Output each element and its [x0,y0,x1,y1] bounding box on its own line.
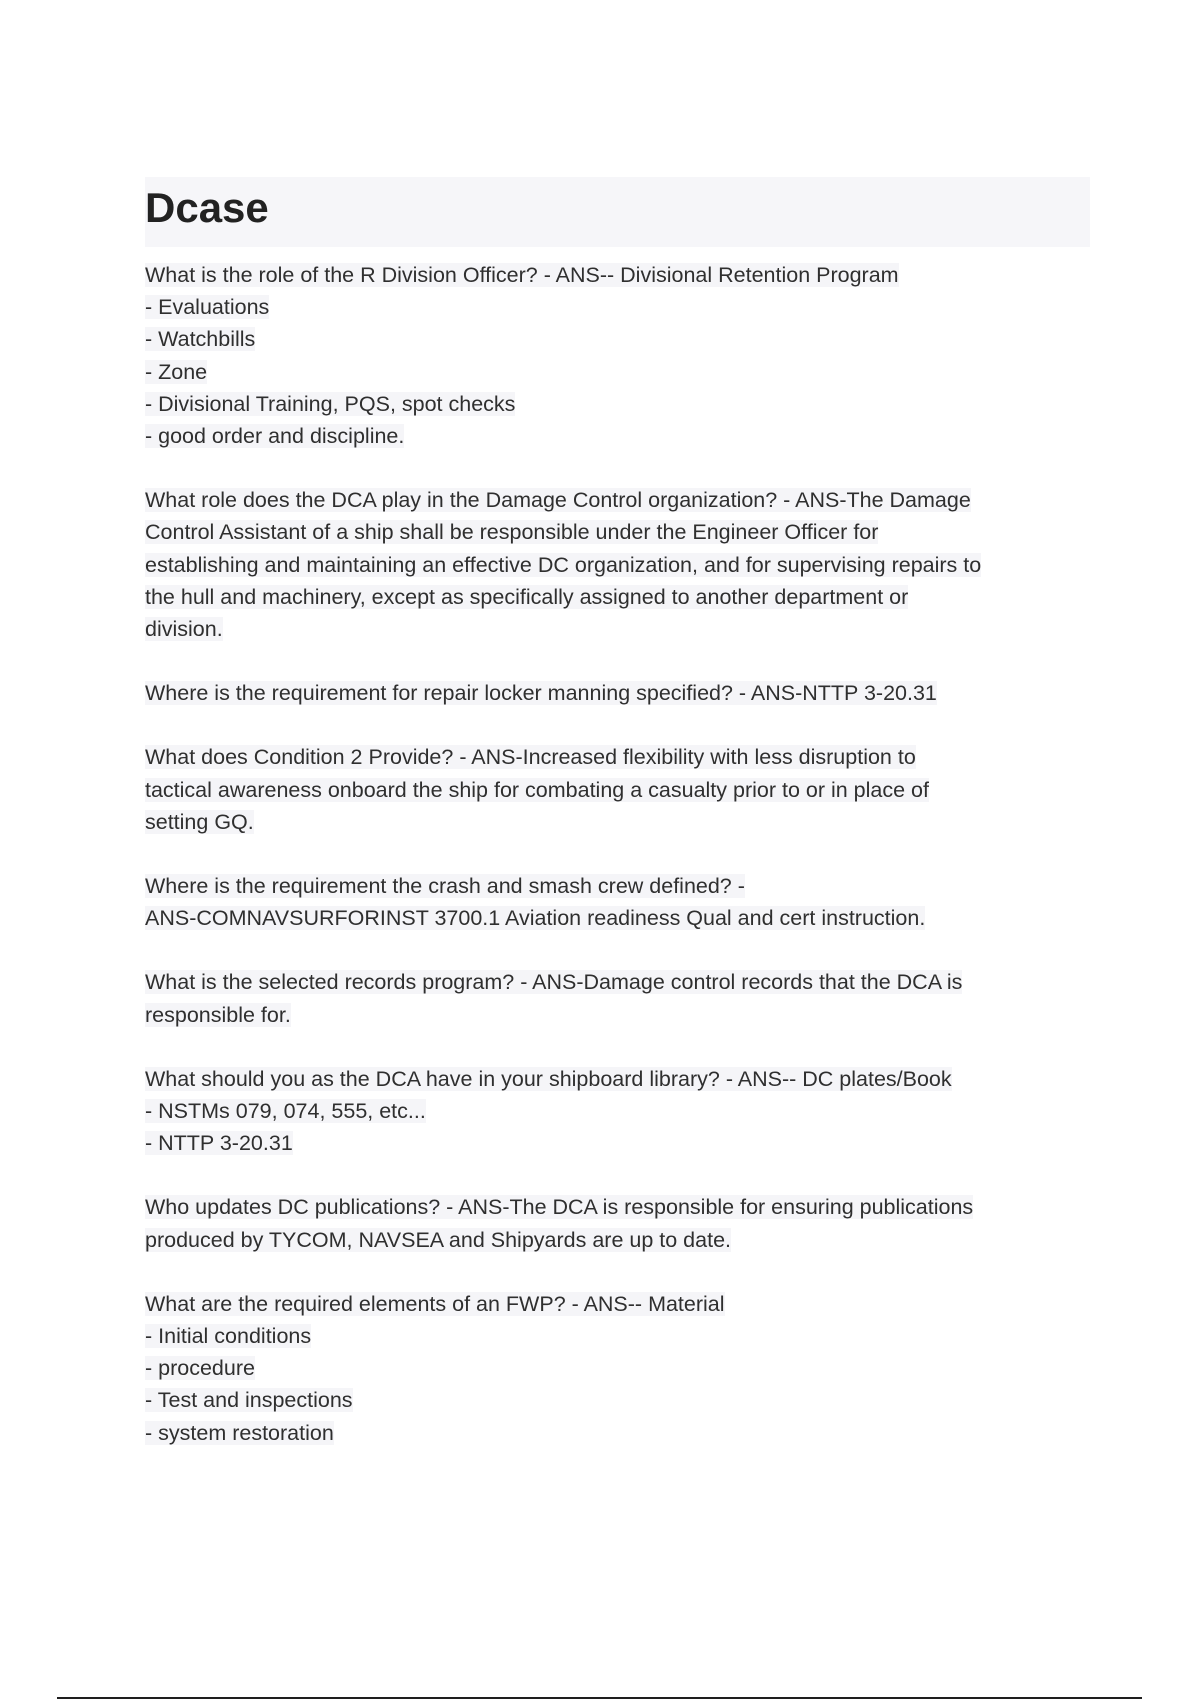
qa-text-line [145,1095,1090,1127]
qa-line-text: - Divisional Training, PQS, spot checks [145,391,516,416]
qa-text-line [145,549,1090,581]
qa-line-text: - system restoration [145,1420,334,1445]
qa-list [145,259,1090,1449]
qa-line-text: - procedure [145,1356,255,1381]
qa-question-line [145,1191,1090,1223]
qa-text-line [145,1320,1090,1352]
qa-line-text: What is the role of the R Division Officer? - ANS-- Divisional Retention Program [145,263,899,287]
qa-line-text: Where is the requirement the crash and smash crew defined? - [145,874,745,899]
document-content [145,177,1090,1449]
page-bottom-rule [57,1697,1142,1699]
document-title: Dcase [145,177,1090,247]
qa-line-text: What should you as the DCA have in your shipboard library? - ANS-- DC plates/Book [145,1066,952,1091]
qa-text-line [145,1127,1090,1159]
qa-text-line [145,774,1090,806]
qa-line-text: - NSTMs 079, 074, 555, etc... [145,1099,426,1124]
qa-question-line [145,1288,1090,1320]
qa-line-text: division. [145,617,223,642]
qa-line-text: the hull and machinery, except as specifically assigned to another department or [145,584,909,609]
qa-text-line [145,902,1090,934]
qa-question-line [145,870,1090,902]
qa-line-text: Where is the requirement for repair locker manning specified? - ANS-NTTP 3-20.31 [145,681,937,706]
qa-question-line [145,966,1090,998]
qa-question-line [145,741,1090,773]
qa-entry [145,870,1090,934]
qa-line-text: What role does the DCA play in the Damage Control organization? - ANS-The Damage [145,488,971,513]
qa-text-line [145,388,1090,420]
qa-entry [145,1063,1090,1160]
qa-line-text: What is the selected records program? - ANS-Damage control records that the DCA is [145,970,963,995]
qa-text-line [145,613,1090,645]
qa-question-line [145,484,1090,516]
qa-question-line [145,1063,1090,1095]
qa-entry [145,1191,1090,1255]
qa-line-text: - Zone [145,359,208,384]
qa-question-line [145,259,1090,291]
qa-text-line [145,581,1090,613]
qa-text-line [145,323,1090,355]
qa-text-line [145,999,1090,1031]
qa-line-text: ANS-COMNAVSURFORINST 3700.1 Aviation readiness Qual and cert instruction. [145,906,926,931]
qa-entry [145,1288,1090,1449]
qa-entry [145,966,1090,1030]
qa-text-line [145,291,1090,323]
qa-text-line [145,516,1090,548]
qa-line-text: setting GQ. [145,809,254,834]
qa-line-text: What does Condition 2 Provide? - ANS-Increased flexibility with less disruption to [145,745,916,770]
qa-entry [145,677,1090,709]
qa-text-line [145,1384,1090,1416]
qa-line-text: responsible for. [145,1002,291,1027]
qa-entry [145,741,1090,838]
qa-line-text: What are the required elements of an FWP? - ANS-- Material [145,1291,725,1316]
qa-text-line [145,420,1090,452]
qa-line-text: produced by TYCOM, NAVSEA and Shipyards are up to date. [145,1227,732,1252]
qa-text-line [145,1352,1090,1384]
qa-line-text: - Watchbills [145,327,256,352]
qa-line-text: - Test and inspections [145,1388,353,1413]
qa-line-text: - Initial conditions [145,1324,312,1349]
qa-text-line [145,1417,1090,1449]
qa-line-text: Who updates DC publications? - ANS-The DCA is responsible for ensuring publications [145,1195,974,1220]
qa-entry [145,484,1090,645]
qa-line-text: - good order and discipline. [145,424,405,449]
qa-text-line [145,806,1090,838]
qa-question-line [145,677,1090,709]
qa-line-text: - NTTP 3-20.31 [145,1131,293,1156]
qa-line-text: tactical awareness onboard the ship for combating a casualty prior to or in place of [145,777,929,802]
qa-text-line [145,1224,1090,1256]
qa-line-text: establishing and maintaining an effective DC organization, and for supervising repairs to [145,552,982,577]
qa-text-line [145,356,1090,388]
qa-entry [145,259,1090,452]
qa-line-text: Control Assistant of a ship shall be responsible under the Engineer Officer for [145,520,879,545]
qa-line-text: - Evaluations [145,295,270,320]
